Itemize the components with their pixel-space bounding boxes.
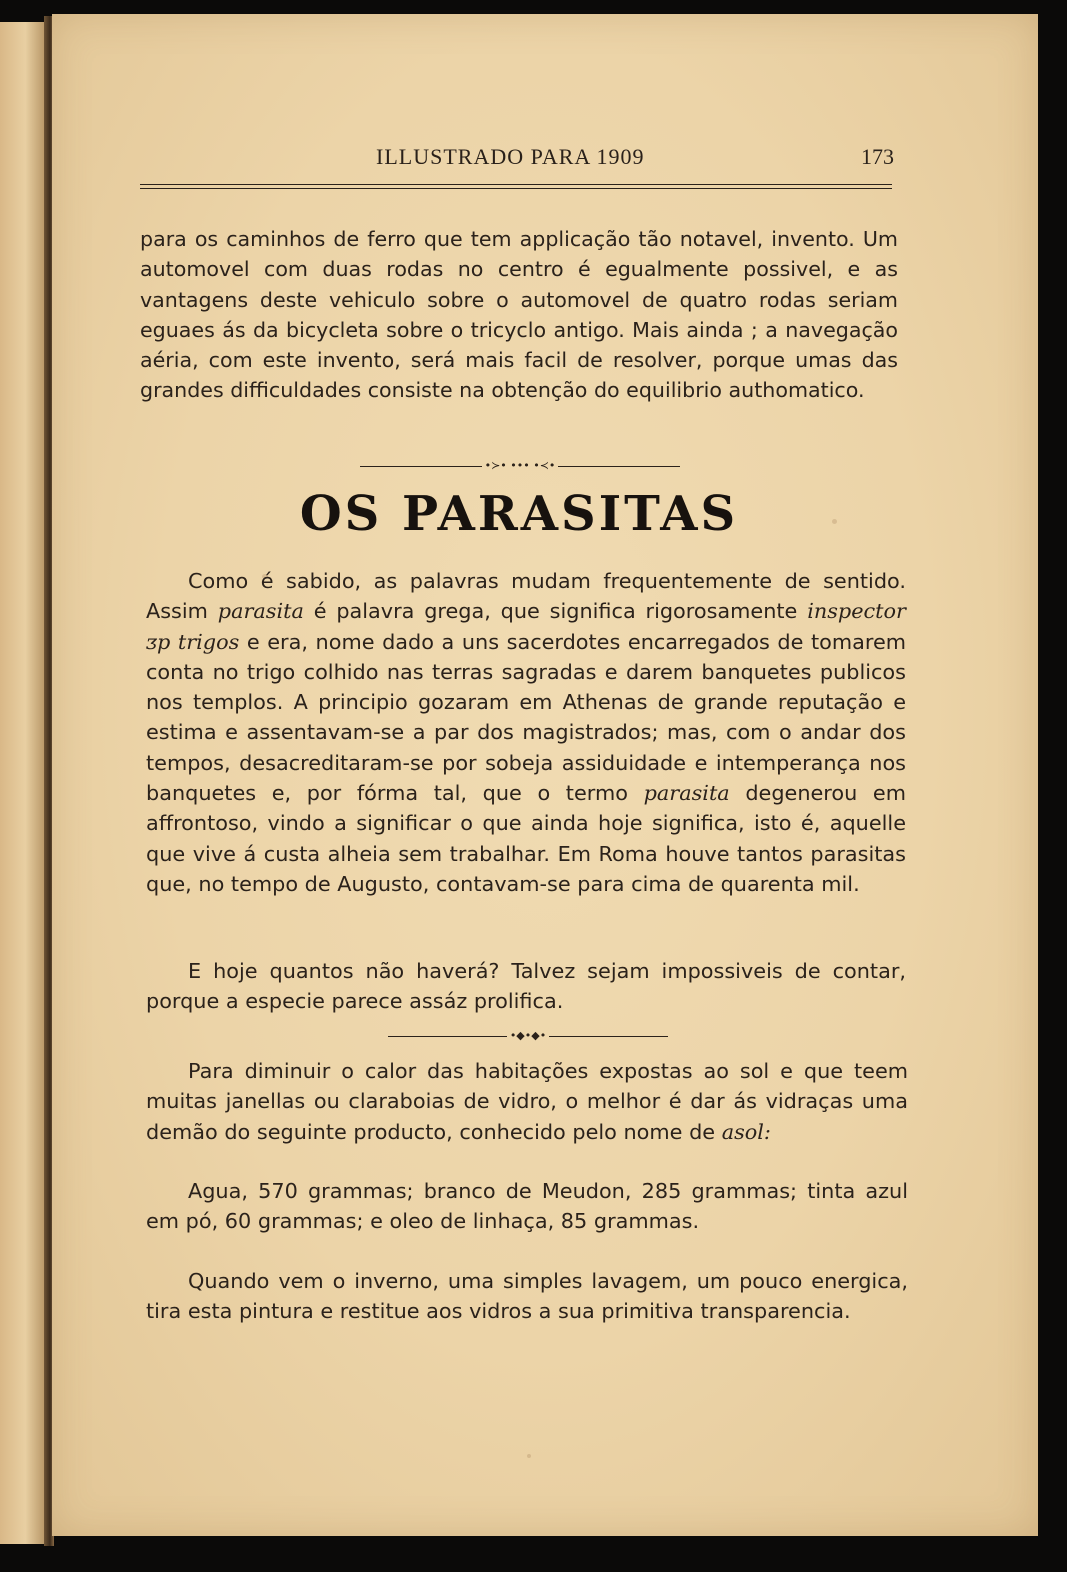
italic-term: asol: (721, 1119, 771, 1144)
divider-line (388, 1036, 507, 1037)
running-head (136, 142, 894, 182)
divider-glyph: •◆•◆• (509, 1029, 547, 1042)
divider-line (360, 466, 482, 467)
article-paragraph: E hoje quantos não haverá? Talvez sejam impossiveis de contar, porque a especie parece assáz prolifica. (146, 959, 906, 1014)
left-page-edge (0, 22, 46, 1544)
paper-stain (527, 1454, 531, 1458)
italic-term: parasita (643, 781, 730, 806)
header-rule (140, 184, 892, 189)
italic-term: parasita (217, 599, 304, 624)
text-run: Como é sabido, as palavras mudam frequentemente de sentido. Assim (146, 569, 906, 624)
running-head-title: ILLUSTRADO PARA 1909 (376, 144, 645, 169)
divider-line (558, 466, 680, 467)
section-divider-ornament (360, 461, 680, 471)
text-run: Para diminuir o calor das habitações expostas ao sol e que teem muitas janellas ou claraboias de vidro, o melhor é dar ás vidraças uma demão do seguinte producto, conhecido pelo nome de (146, 1059, 908, 1144)
page-number: 173 (861, 144, 894, 169)
divider-glyph: •≻• ••• •≺• (484, 459, 556, 472)
text-run: degenerou em affrontoso, vindo a significar o que ainda hoje significa, isto é, aquelle que vive á custa alheia sem trabalhar. Em Roma houve tantos parasitas que, no tempo de Augusto, contavam-se para cima de quarenta mil. (146, 781, 906, 896)
article-heading: OS PARASITAS (299, 486, 739, 542)
text-run: e era, nome dado a uns sacerdotes encarregados de tomarem conta no trigo colhido nas terras sagradas e darem banquetes publicos nos templos. A principio gozaram em Athenas de grande reputação e estima e assentavam-se a par dos magistrados; mas, com o andar dos tempos, desacreditaram-se por sobeja assiduidade e intemperança nos banquetes e, por fórma tal, que o termo (146, 629, 907, 806)
tip-paragraph: Quando vem o inverno, uma simples lavagem, um pouco energica, tira esta pintura e restitue aos vidros a sua primitiva transparencia. (146, 1269, 908, 1324)
italic-term: inspector ᴣp trigos (146, 599, 906, 654)
text-run: é palavra grega, que significa rigorosamente (303, 599, 808, 624)
tip-paragraph (146, 1056, 908, 1147)
section-divider-ornament (388, 1031, 668, 1041)
divider-line (549, 1036, 668, 1037)
intro-paragraph: para os caminhos de ferro que tem applicação tão notavel, invento. Um automovel com duas rodas no centro é egualmente possivel, e as vantagens deste vehiculo sobre o automovel de quatro rodas seriam eguaes ás da bicycleta sobre o tricyclo antigo. Mais ainda ; a navegação aéria, com este invento, será mais facil de resolver, porque umas das grandes difficuldades consiste na obtenção do equilibrio authomatico. (140, 227, 898, 403)
tip-recipe: Agua, 570 grammas; branco de Meudon, 285 grammas; tinta azul em pó, 60 grammas; e oleo de linhaça, 85 grammas. (146, 1179, 908, 1234)
article-paragraph (146, 566, 906, 899)
